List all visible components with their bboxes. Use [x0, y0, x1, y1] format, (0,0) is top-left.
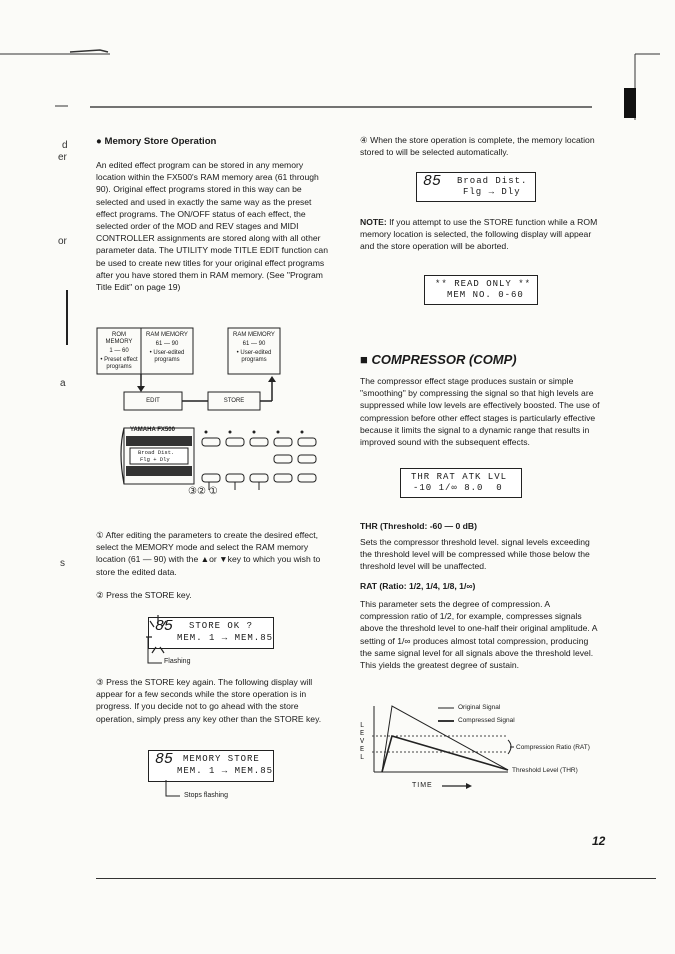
step-3-text: Press the STORE key again. The following display will appear for a few seconds while the store operation is in progress. If you decide not to go ahead with the store operation, simply press any key other than the STORE key.: [96, 677, 322, 724]
margin-mark: er: [58, 152, 67, 163]
ram-memory-range: 61 — 90: [242, 341, 266, 347]
bottom-rule: [96, 878, 656, 879]
flashing-label: Flashing: [164, 658, 191, 665]
section-title-memory-store: ● Memory Store Operation: [96, 136, 217, 147]
step-2-number: ②: [96, 590, 104, 600]
thr-text: Sets the compressor threshold level. signal levels exceeding the threshold level will be compressed while those below the threshold level will be unaffected.: [360, 537, 590, 572]
fx500-front-panel: [116, 422, 328, 498]
margin-mark: s: [60, 558, 65, 569]
thr-heading: THR (Threshold: -60 — 0 dB): [360, 521, 477, 531]
lcd-line2: MEM. 1 → MEM.85: [177, 633, 274, 643]
step-1: [96, 529, 332, 578]
compression-ratio-label: Compression Ratio (RAT): [516, 744, 590, 751]
lcd-line2: MEM NO. 0-60: [447, 290, 524, 300]
store-box-label: STORE: [223, 398, 245, 404]
threshold-level-label: Threshold Level (THR): [512, 767, 578, 774]
compressor-intro: The compressor effect stage produces sustain or simple "smoothing" by compressing the signal so that high levels are suppressed while low levels are effectively boosted. The use of compression before other effect stages is particularly effective because it limits the signal to a dynamic range that results in improved sound with the subsequent effects.: [360, 376, 600, 448]
memory-store-intro: An edited effect program can be stored in any memory location within the FX500's RAM memory area (61 through 90). Original effect programs stored in this way can be selected and used in exactly the same way as the preset effect programs. The ON/OFF status of each effect, the selected order of the MOD and REV stages and MIDI CONTROLLER assignments are stored along with all other parameter data. The UTILITY mode TITLE EDIT function can be used to create new titles for your original effect programs after you have stored them in RAM memory. (See "Program Title Edit" on page 19): [96, 160, 328, 293]
graph-x-axis-label: TIME: [412, 782, 433, 789]
rom-memory-title: ROM MEMORY: [105, 332, 133, 345]
note-block: [360, 216, 600, 253]
lcd-memory-number: 85: [155, 618, 174, 635]
rat-heading: RAT (Ratio: 1/2, 1/4, 1/8, 1/∞): [360, 581, 476, 591]
margin-bracket: [60, 290, 68, 345]
rat-text: This parameter sets the degree of compression. A compression ratio of 1/2, for example, compresses signals above the threshold level to one-half their original amplitude. A setting of 1/∞ produces almost total compression, producing the same signal level for all signals above the threshold level. This yields the greatest degree of sustain.: [360, 599, 597, 671]
device-lcd-line2: Flg + Dly: [140, 456, 170, 463]
top-decorative-lines: [0, 40, 675, 120]
page-number: 12: [592, 834, 606, 848]
step-2: [96, 589, 332, 601]
lcd-memory-store: [148, 750, 274, 782]
step-4-text: When the store operation is complete, the memory location stored to will be selected automatically.: [360, 135, 595, 158]
ram-memory-title: RAM MEMORY: [233, 332, 275, 338]
lcd-line1: ** READ ONLY **: [435, 279, 532, 289]
lcd-broad-dist: [416, 172, 536, 202]
section-tab-marker: [624, 88, 636, 118]
rom-memory-range: 1 — 60: [109, 348, 129, 354]
device-lcd-line1: Broad Dist.: [138, 449, 175, 456]
stops-flashing-label: Stops flashing: [184, 792, 228, 799]
lcd-line1: STORE OK ?: [189, 621, 254, 631]
step-2-text: Press the STORE key.: [106, 590, 192, 600]
memory-diagram: [96, 326, 336, 416]
step-1-text: After editing the parameters to create the desired effect, select the MEMORY mode and select the RAM memory location (61 — 90) with the ▲or ▼key to which you wish to store the edited data.: [96, 530, 321, 577]
device-brand: YAMAHA FX500: [130, 427, 175, 433]
square-bullet-icon: ■: [360, 352, 372, 367]
edit-box-label: EDIT: [146, 398, 160, 404]
lcd-memory-number: 85: [155, 751, 174, 768]
legend-original-signal: Original Signal: [458, 704, 501, 711]
section-title-compressor: ■ COMPRESSOR (COMP): [360, 352, 517, 367]
step-3: [96, 676, 332, 725]
ram-memory-desc: • User-edited programs: [149, 350, 185, 363]
margin-mark: or: [58, 236, 67, 247]
rom-memory-desc: • Preset effect programs: [100, 357, 138, 370]
lcd-line2: MEM. 1 → MEM.85: [177, 766, 274, 776]
ram-memory-box-2: [229, 332, 279, 364]
legend-compressed-signal: Compressed Signal: [458, 717, 515, 724]
compression-graph: [358, 700, 608, 796]
ram-memory-box-1: [142, 332, 192, 364]
lcd-read-only: [424, 275, 538, 305]
step-callouts: ③② ①: [188, 486, 218, 497]
lcd-line1: MEMORY STORE: [183, 754, 260, 764]
lcd-compressor-params: [400, 468, 522, 498]
lcd-line1: THR RAT ATK LVL: [411, 472, 508, 482]
note-text: If you attempt to use the STORE function while a ROM memory location is selected, the following display will appear and the store operation will be aborted.: [360, 217, 598, 252]
lcd-line1: Broad Dist.: [457, 176, 528, 186]
step-3-number: ③: [96, 677, 104, 687]
step-1-number: ①: [96, 530, 104, 540]
rom-memory-box: [98, 332, 140, 371]
step-4-number: ④: [360, 135, 368, 145]
ram-memory-desc: • User-edited programs: [236, 350, 272, 363]
lcd-line2: Flg → Dly: [463, 187, 521, 197]
margin-mark: d: [62, 140, 68, 151]
ram-memory-range: 61 — 90: [155, 341, 179, 347]
margin-mark: a: [60, 378, 66, 389]
step-4: [360, 134, 600, 158]
lcd-line2: -10 1/∞ 8.0 0: [413, 483, 503, 493]
note-label: NOTE:: [360, 217, 387, 227]
ram-memory-title: RAM MEMORY: [146, 332, 188, 338]
lcd-memory-number: 85: [423, 173, 442, 190]
graph-y-axis-label: LEVEL: [360, 722, 365, 762]
bullet-icon: ●: [96, 136, 105, 147]
